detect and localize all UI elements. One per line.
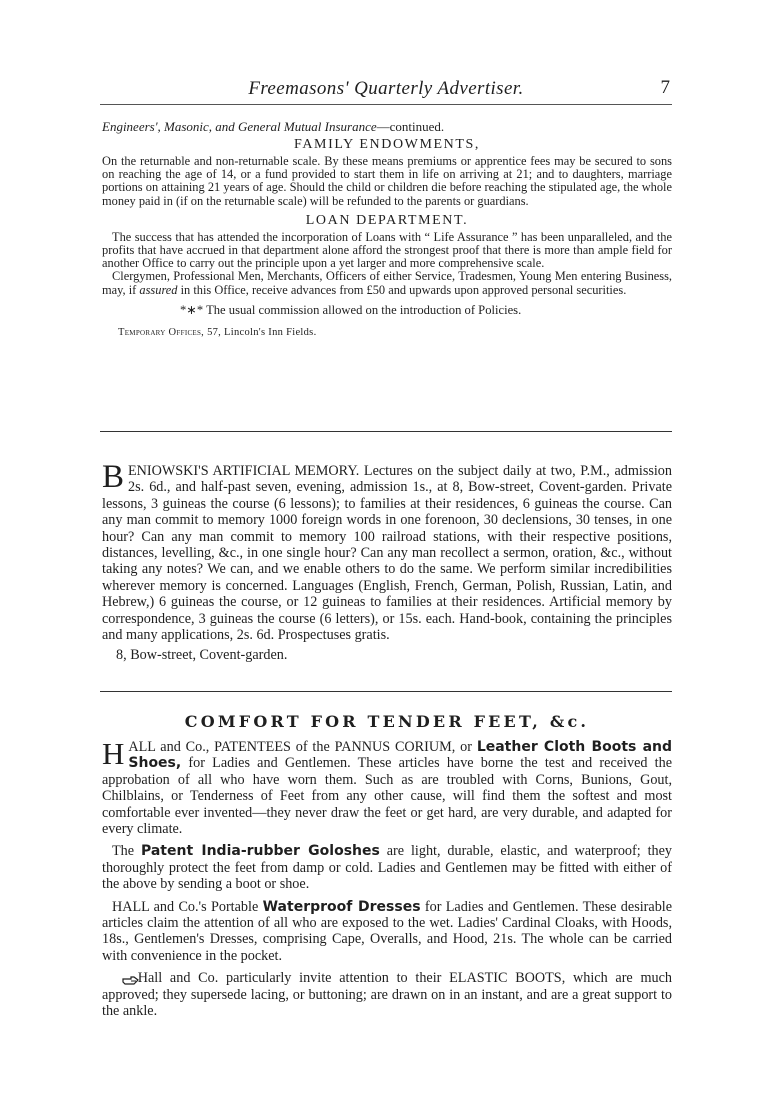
comfort-p3 [102,899,672,965]
loan-text-2-b: in this Office, receive advances from £50 and upwards upon approved personal securities. [180,282,627,297]
family-endowments-heading: FAMILY ENDOWMENTS, [293,137,481,152]
comfort-p3-a: HALL and Co.'s Portable [112,898,259,915]
comfort-drop-cap: H [102,736,125,771]
comfort-p4 [102,970,672,1019]
continued-suffix: —continued. [376,119,445,134]
comfort-p4-text: Hall and Co. particularly invite attention to their ELASTIC BOOTS, which are much approved; they supersede lacing, or buttoning; are drawn on in an instant, and are a great support to the ankle. [102,970,673,1020]
comfort-p2-b: are light, durable, elastic, and waterproof; they thoroughly protect the feet from damp or cold. Ladies and Gentlemen may be fitted with either of the above by sending a boot or shoe. [102,843,673,893]
company-name: Engineers', Masonic, and General Mutual Insurance [102,119,377,134]
comfort-p3-bold: Waterproof Dresses [262,898,421,915]
comfort-p2 [102,843,672,892]
memory-advertisement [102,459,672,664]
running-title: Freemasons' Quarterly Advertiser. [248,78,524,99]
comfort-p2-a: The [112,843,135,860]
memory-ad-body: ENIOWSKI'S ARTIFICIAL MEMORY. Lectures on the subject daily at two, P.M., admission 2s. 6d., and half-past seven, evening, admission 1s., at 8, Bow-street, Covent-garden. Private lessons, 3 guineas the course (6 lessons); to families at their residences, 6 guineas the course. Can any man commit to memory 1000 foreign words in one forenoon, 30 declensions, 30 tenses, in one hour? Can any man commit to memory 100 railroad stations, with their respective positions, distances, levelling, &c., in one single hour? Can any man recollect a sermon, oration, &c., without taking any notes? We can, and we enable others to do the same. We perform similar incredibilities wherever memory is concerned. Languages (English, French, German, Polish, Russian, Latin, and Hebrew,) 6 guineas the course, or 12 guineas to families at their residences. Artificial memory by correspondence, 3 guineas the course (6 letters), or 15s. each. Hand-book, containing the principles and many applications, 2s. 6d. Prospectuses gratis. [102,463,672,644]
family-endowments-text: On the returnable and non-returnable scale. By these means premiums or apprentice fees may be secured to sons on reaching the age of 14, or a fund provided to start them in life on arriving at 21; and to daughters, marriage portions on attaining 21 years of age. Should the child or children die before reaching the stipulated age, the whole money paid in (if on the returnable scale) will be refunded to the parents or guardians. [102,154,672,208]
comfort-p1-b: for Ladies and Gentlemen. These articles have borne the test and received the approbation of all who have worn them. Such as are troubled with Corns, Bunions, Gout, Chilblains, or Tenderness of Feet from any other cause, will find them the softest and most comfortable ever invented—they never draw the feet or get hard, are very durable, and adapted for every climate. [102,755,672,838]
comfort-title: COMFORT FOR TENDER FEET, &c. [184,712,590,731]
loan-text-2 [102,270,672,296]
loan-text-2-em: assured [139,282,178,297]
offices-address: 57, Lincoln's Inn Fields. [207,326,317,338]
loan-text-1: The success that has attended the incorporation of Loans with “ Life Assurance ” has been unparalleled, and the profits that have accrued in that department alone afford the strongest proof that there is more than ample field for another Office to carry out the principle upon a yet larger and more comprehensive scale. [102,229,672,271]
loan-department-heading: LOAN DEPARTMENT. [305,212,469,228]
section-divider-1 [100,431,672,432]
offices-label: Temporary Offices, [118,326,205,338]
insurance-section [102,119,672,338]
pointing-hand-icon [112,974,130,984]
commission-note: *∗* The usual commission allowed on the introduction of Policies. [180,302,522,317]
temporary-offices [118,327,672,338]
section-divider-2 [100,691,672,692]
loan-text-2-a: Clergymen, Professional Men, Merchants, Officers of either Service, Tradesmen, Young Men entering Business, may, if [102,269,672,297]
comfort-p2-bold: Patent India-rubber Goloshes [140,843,380,860]
comfort-p1 [102,736,673,838]
comfort-p1-a: ALL and Co., PATENTEES of the PANNUS CORIUM, or [128,739,472,755]
continued-heading [102,119,672,135]
memory-ad-address: 8, Bow-street, Covent-garden. [116,647,288,664]
memory-drop-cap: B [102,459,125,495]
comfort-p3-b: for Ladies and Gentlemen. These desirable articles claim the attention of all who are exposed to the wet. Ladies' Cardinal Cloaks, with Hoods, 18s., Gentlemen's Dresses, comprising Cape, Overalls, and Hood, 21s. The whole can be carried with convenience in the pocket. [102,898,673,964]
page-number: 7 [660,77,670,98]
comfort-advertisement [102,712,672,1026]
running-header [100,74,672,105]
comfort-p1-bold: Leather Cloth Boots and Shoes, [128,739,673,772]
memory-ad-text [102,459,672,644]
